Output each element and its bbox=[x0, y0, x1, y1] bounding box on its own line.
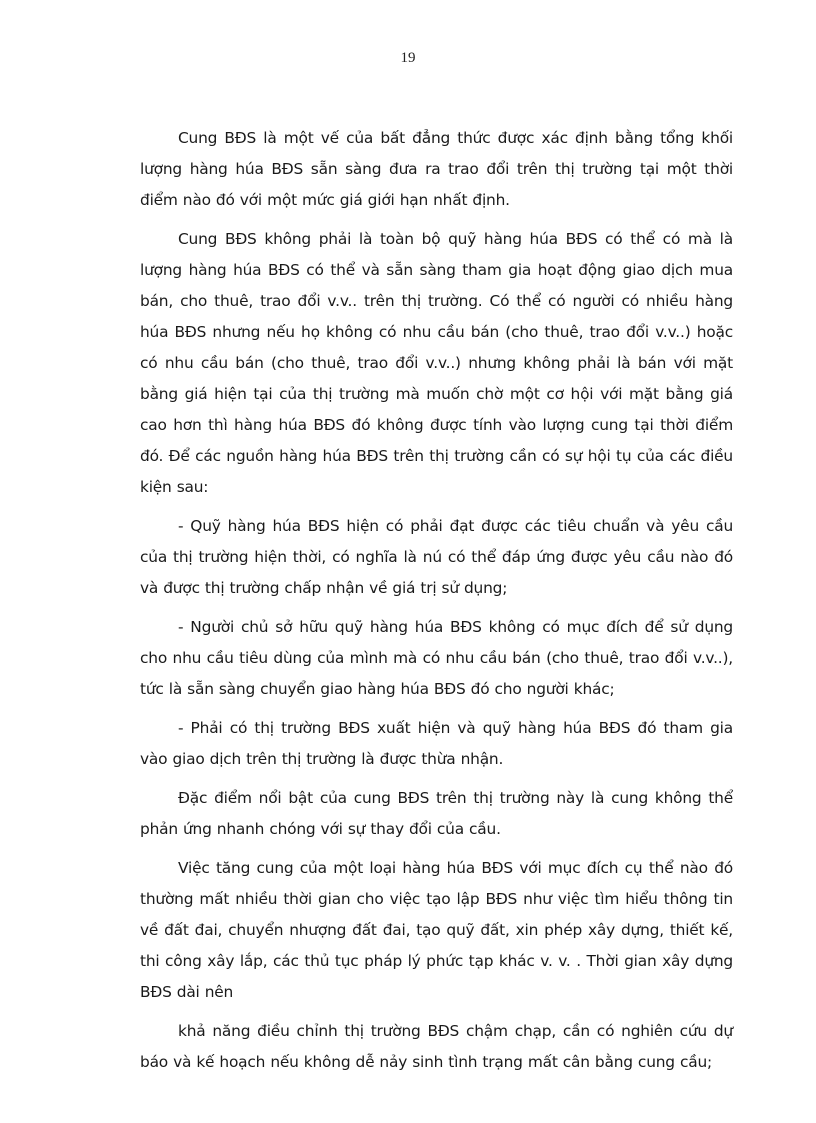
paragraph-condition-owner: - Người chủ sở hữu quỹ hàng húa BĐS không có mục đích để sử dụng cho nhu cầu tiêu dùng của mình mà có nhu cầu bán (cho thuê, trao đổi v.v..), tức là sẵn sàng chuyển giao hàng húa BĐS đó cho người khác; bbox=[140, 618, 733, 698]
paragraph-supply-feature: Đặc điểm nổi bật của cung BĐS trên thị trường này là cung không thể phản ứng nhanh chóng với sự thay đổi của cầu. bbox=[140, 789, 733, 838]
paragraph-supply-scope: Cung BĐS không phải là toàn bộ quỹ hàng húa BĐS có thể có mà là lượng hàng húa BĐS có thể và sẵn sàng tham gia hoạt động giao dịch mua bán, cho thuê, trao đổi v.v.. trên thị trường. Có thể có người có nhiều hàng húa BĐS nhưng nếu họ không có nhu cầu bán (cho thuê, trao đổi v.v..) hoặc có nhu cầu bán (cho thuê, trao đổi v.v..) nhưng không phải là bán với mặt bằng giá hiện tại của thị trường mà muốn chờ một cơ hội với mặt bằng giá cao hơn thì hàng húa BĐS đó không được tính vào lượng cung tại thời điểm đó. Để các nguồn hàng húa BĐS trên thị trường cần có sự hội tụ của các điều kiện sau: bbox=[140, 230, 733, 496]
paragraph-supply-increase: Việc tăng cung của một loại hàng húa BĐS với mục đích cụ thể nào đó thường mất nhiều thời gian cho việc tạo lập BĐS như việc tìm hiểu thông tin về đất đai, chuyển nhượng đất đai, tạo quỹ đất, xin phép xây dựng, thiết kế, thi công xây lắp, các thủ tục pháp lý phức tạp khác v. v. . Thời gian xây dựng BĐS dài nên bbox=[140, 859, 733, 1001]
paragraph-condition-standards: - Quỹ hàng húa BĐS hiện có phải đạt được các tiêu chuẩn và yêu cầu của thị trường hiện thời, có nghĩa là nú có thể đáp ứng được yêu cầu nào đó và được thị trường chấp nhận về giá trị sử dụng; bbox=[140, 517, 733, 597]
document-body bbox=[140, 123, 733, 1078]
paragraph-market-adjustment: khả năng điều chỉnh thị trường BĐS chậm chạp, cần có nghiên cứu dự báo và kế hoạch nếu không dễ nảy sinh tình trạng mất cân bằng cung cầu; bbox=[140, 1022, 733, 1071]
paragraph-condition-market: - Phải có thị trường BĐS xuất hiện và quỹ hàng húa BĐS đó tham gia vào giao dịch trên thị trường là được thừa nhận. bbox=[140, 719, 733, 768]
page-number: 19 bbox=[400, 50, 416, 66]
paragraph-supply-definition: Cung BĐS là một vế của bất đẳng thức được xác định bằng tổng khối lượng hàng húa BĐS sẵn sàng đưa ra trao đổi trên thị trường tại một thời điểm nào đó với một mức giá giới hạn nhất định. bbox=[140, 129, 733, 209]
